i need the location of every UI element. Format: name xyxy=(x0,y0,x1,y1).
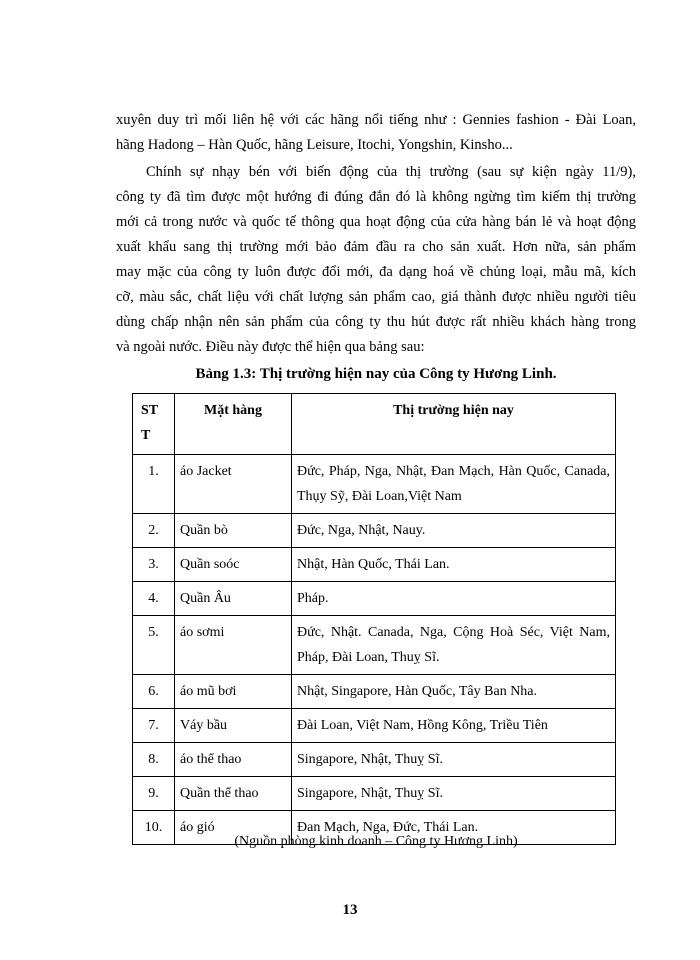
header-market: Thị trường hiện nay xyxy=(292,394,616,455)
row-stt: 2. xyxy=(133,514,175,548)
row-market: Nhật, Hàn Quốc, Thái Lan. xyxy=(292,548,616,582)
row-item: áo sơmi xyxy=(175,616,292,675)
row-item: áo Jacket xyxy=(175,455,292,514)
text-line: Chính sự nhạy bén với biến động của thị trường (sau sự kiện ngày 11/9), xyxy=(146,164,636,180)
page-number: 13 xyxy=(342,902,358,918)
paragraph-market xyxy=(116,160,636,360)
table-row xyxy=(133,548,616,582)
table-row xyxy=(133,616,616,675)
text-line: dùng chấp nhận nên sản phẩm của công ty thu hút được rất nhiều khách hàng trong xyxy=(116,314,636,330)
table-header-row xyxy=(133,394,616,455)
row-stt: 5. xyxy=(133,616,175,675)
market-table xyxy=(132,393,616,845)
text-line: mới cả trong nước và quốc tế thông qua hoạt động của cửa hàng bán lẻ và hoạt động xyxy=(116,214,636,230)
table-row xyxy=(133,514,616,548)
row-item: Quần soóc xyxy=(175,548,292,582)
row-market: Singapore, Nhật, Thuỵ Sĩ. xyxy=(292,743,616,777)
row-stt: 8. xyxy=(133,743,175,777)
row-market: Đan Mạch, Nga, Đức, Thái Lan. xyxy=(292,811,616,845)
row-item: áo mũ bơi xyxy=(175,675,292,709)
row-market: Đức, Nga, Nhật, Nauy. xyxy=(292,514,616,548)
table-row xyxy=(133,743,616,777)
text-line: và ngoài nước. Điều này được thể hiện qua bảng sau: xyxy=(116,339,425,355)
source-note: (Nguồn phòng kinh doanh – Công ty Hương Linh) xyxy=(234,834,518,849)
table-row xyxy=(133,582,616,616)
header-item: Mặt hàng xyxy=(175,394,292,455)
row-stt: 10. xyxy=(133,811,175,845)
row-item: áo gió xyxy=(175,811,292,845)
row-item: áo thể thao xyxy=(175,743,292,777)
text-line: cỡ, màu sắc, chất liệu với chất lượng sản phẩm cao, giá thành được nhiều người tiêu xyxy=(116,289,636,305)
row-stt: 6. xyxy=(133,675,175,709)
table-row xyxy=(133,777,616,811)
row-market: Pháp. xyxy=(292,582,616,616)
table-row xyxy=(133,455,616,514)
row-stt: 3. xyxy=(133,548,175,582)
text-line: hãng Hadong – Hàn Quốc, hãng Leisure, Itochi, Yongshin, Kinsho... xyxy=(116,137,513,153)
table-body xyxy=(133,455,616,845)
table-row xyxy=(133,709,616,743)
text-line: may mặc của công ty luôn được đổi mới, đa dạng hoá về chủng loại, mẫu mã, kích xyxy=(116,264,636,280)
row-market: Nhật, Singapore, Hàn Quốc, Tây Ban Nha. xyxy=(292,675,616,709)
paragraph-continuation xyxy=(116,108,636,158)
row-market: Đức, Pháp, Nga, Nhật, Đan Mạch, Hàn Quốc, Canada, Thụy Sỹ, Đài Loan,Việt Nam xyxy=(292,455,616,514)
text-line: xuất khẩu sang thị trường mới bảo đảm đầu ra cho sản xuất. Hơn nữa, sản phẩm xyxy=(116,239,636,255)
header-stt: ST T xyxy=(133,394,175,455)
text-line: xuyên duy trì mối liên hệ với các hãng nổi tiếng như : Gennies fashion - Đài Loan, xyxy=(116,112,636,128)
row-stt: 1. xyxy=(133,455,175,514)
row-item: Quần thể thao xyxy=(175,777,292,811)
row-stt: 4. xyxy=(133,582,175,616)
row-market: Singapore, Nhật, Thuỵ Sĩ. xyxy=(292,777,616,811)
row-item: Quần Âu xyxy=(175,582,292,616)
row-market: Đức, Nhật. Canada, Nga, Cộng Hoà Séc, Việt Nam, Pháp, Đài Loan, Thuỵ Sĩ. xyxy=(292,616,616,675)
row-market: Đài Loan, Việt Nam, Hồng Kông, Triều Tiên xyxy=(292,709,616,743)
row-item: Váy bầu xyxy=(175,709,292,743)
row-stt: 7. xyxy=(133,709,175,743)
text-line: công ty đã tìm được một hướng đi đúng đắn đó là không ngừng tìm kiếm thị trường xyxy=(116,189,636,205)
row-stt: 9. xyxy=(133,777,175,811)
row-item: Quần bò xyxy=(175,514,292,548)
table-caption: Bảng 1.3: Thị trường hiện nay của Công ty Hương Linh. xyxy=(195,366,557,382)
table-row xyxy=(133,675,616,709)
